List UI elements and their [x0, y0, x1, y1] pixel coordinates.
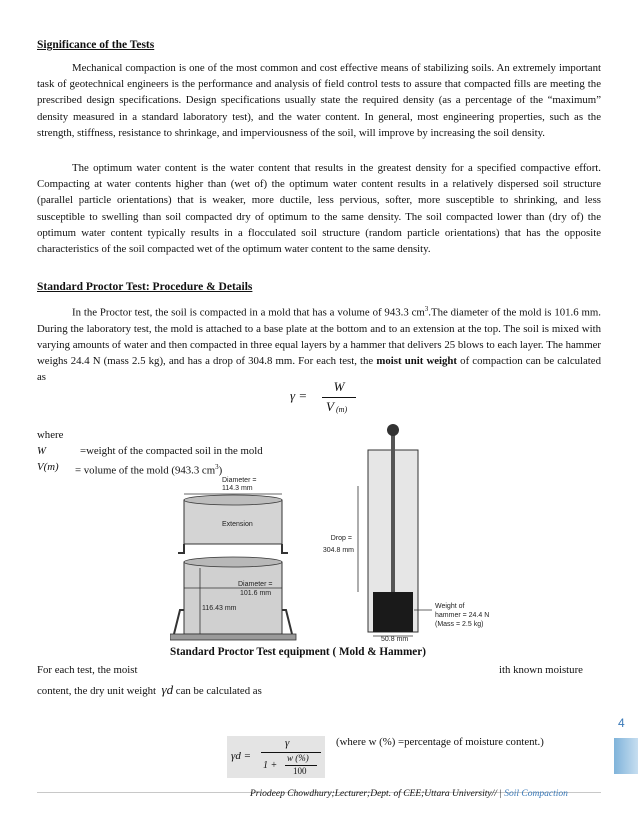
procedure-text-end: of compaction can be calculated as [37, 355, 602, 384]
height-label: 116.43 mm [202, 605, 237, 612]
hammer-rod [391, 430, 395, 592]
where-v-symbol: V(m) [37, 461, 59, 473]
formula-gamma-lhs: γ = [290, 388, 308, 403]
collar-clamp-right [282, 544, 288, 553]
page-side-tab [614, 738, 638, 774]
formula-dry-unit-weight [227, 736, 325, 778]
footer [250, 789, 568, 799]
extension-label: Extension [222, 521, 253, 528]
weight-label-1: Weight of [435, 603, 465, 610]
diameter-mid-label-2: 101.6 mm [240, 590, 272, 597]
formula2-lhs: γd = [231, 750, 252, 762]
formula2-den-one-plus: 1 + [263, 760, 278, 771]
drop-label-1: Drop = [330, 535, 352, 542]
diameter-top-label-2: 114.3 mm [222, 485, 253, 492]
formula-denominator-sub: (m) [336, 405, 348, 414]
hammer-weight-block [373, 592, 413, 632]
paragraph-proctor-procedure [37, 301, 601, 386]
mold-drawing [170, 477, 296, 640]
weight-label-2: hammer = 24.4 N [435, 612, 490, 619]
base-clamp-left [174, 610, 184, 634]
figure-caption: Standard Proctor Test equipment ( Mold & Hammer) [170, 646, 426, 658]
dry-unit-weight-line2 [37, 682, 262, 699]
diameter-top-label-1: Diameter = [222, 477, 257, 484]
where-w-symbol: W [37, 445, 46, 457]
proctor-equipment-figure [170, 410, 510, 642]
gamma-d-symbol: γd [161, 682, 174, 697]
paragraph-compaction-intro: Mechanical compaction is one of the most common and cost effective means of stabilizing soils. An extremely important task of geotechnical engineers is the performance and analysis of field control tests to assure that compacted fills are meeting the prescribed design specifications. Design specifications usually state the required density (as a percentage of the “maximum” density measured in a standard laboratory test), and the water content. In general, most engineering properties, such as the strength, stiffness, resistance to shrinkage, and imperviousness of the soil, will improve by increasing the soil density. [37, 62, 601, 139]
where-label: where [37, 429, 64, 441]
formula2-den-numerator: w (%) [287, 753, 309, 763]
base-clamp-right [282, 610, 292, 634]
where-w-definition: =weight of the compacted soil in the mold [80, 445, 263, 457]
where-v-superscript: 3 [215, 463, 219, 471]
dry-unit-weight-line1-start: For each test, the moist [37, 664, 138, 676]
page-number: 4 [618, 716, 625, 730]
formula2-numerator: γ [285, 737, 290, 749]
mold-rim [184, 557, 282, 567]
drop-label-2: 304.8 mm [322, 547, 354, 554]
dry-unit-weight-line1-end: ith known moisture [499, 664, 583, 676]
formula-numerator-w: W [333, 379, 345, 394]
line2-text-end: can be calculated as [175, 685, 262, 697]
mold-body [184, 562, 282, 634]
heading-standard-proctor: Standard Proctor Test: Procedure & Details [37, 281, 253, 293]
paragraph-optimum-water: The optimum water content is the water content that results in the greatest density for a specified compactive effort. Compacting at water contents higher than (wet of) the optimum water content results in a relatively dispersed soil structure (parallel particle orientations) that is weaker, more ductile, less pervious, softer, more susceptible to shrinking, and less susceptible to swelling than soil compacted dry of optimum to the same density. The soil compacted lower than (dry of) the optimum water content typically results in a flocculated soil structure (random particle orientations) that has the opposite characteristics of the soil compacted wet of the optimum water content to the same density. [37, 162, 601, 256]
heading-significance: Significance of the Tests [37, 39, 155, 51]
collar-clamp-left [178, 544, 184, 553]
procedure-text-start: In the Proctor test, the soil is compacted in a mold that has a volume of 943.3 cm [72, 306, 425, 319]
diameter-mid-label-1: Diameter = [238, 581, 273, 588]
line2-text-start: content, the dry unit weight [37, 685, 157, 697]
superscript-3: 3 [424, 305, 429, 313]
where-v-close: ) [218, 464, 223, 477]
moist-unit-weight-term: moist unit weight [376, 355, 458, 368]
footer-section: Soil Compaction [504, 789, 568, 799]
footer-separator: | [499, 789, 502, 799]
where-v-text: = volume of the mold (943.3 cm [75, 464, 216, 477]
moisture-note: (where w (%) =percentage of moisture content.) [336, 736, 544, 748]
procedure-text-mid: .The diameter of the mold is 101.6 mm. During the laboratory test, the mold is attached to a base plate at the bottom and to an extension at the top. The soil is mixed with varying amounts of water and then compacted in three equal layers by a hammer that delivers 25 blows to each layer. The hammer weighs 24.4 N (mass 2.5 kg), and has a drop of 304.8 mm. For each test, the [37, 306, 601, 368]
weight-label-3: (Mass = 2.5 kg) [435, 621, 484, 628]
base-plate [170, 634, 296, 640]
collar-rim [184, 495, 282, 505]
hammer-handle-knob [387, 424, 399, 436]
formula-denominator-v: V [326, 399, 334, 414]
fraction-bar [322, 397, 356, 398]
hammer-drawing [323, 424, 489, 642]
caption-overlap-mask [150, 665, 480, 674]
formula2-den-denominator: 100 [293, 766, 307, 776]
base-width-label: 50.8 mm [381, 636, 409, 642]
footer-author: Priodeep Chowdhury;Lecturer;Dept. of CEE;Uttara University// [250, 789, 497, 799]
